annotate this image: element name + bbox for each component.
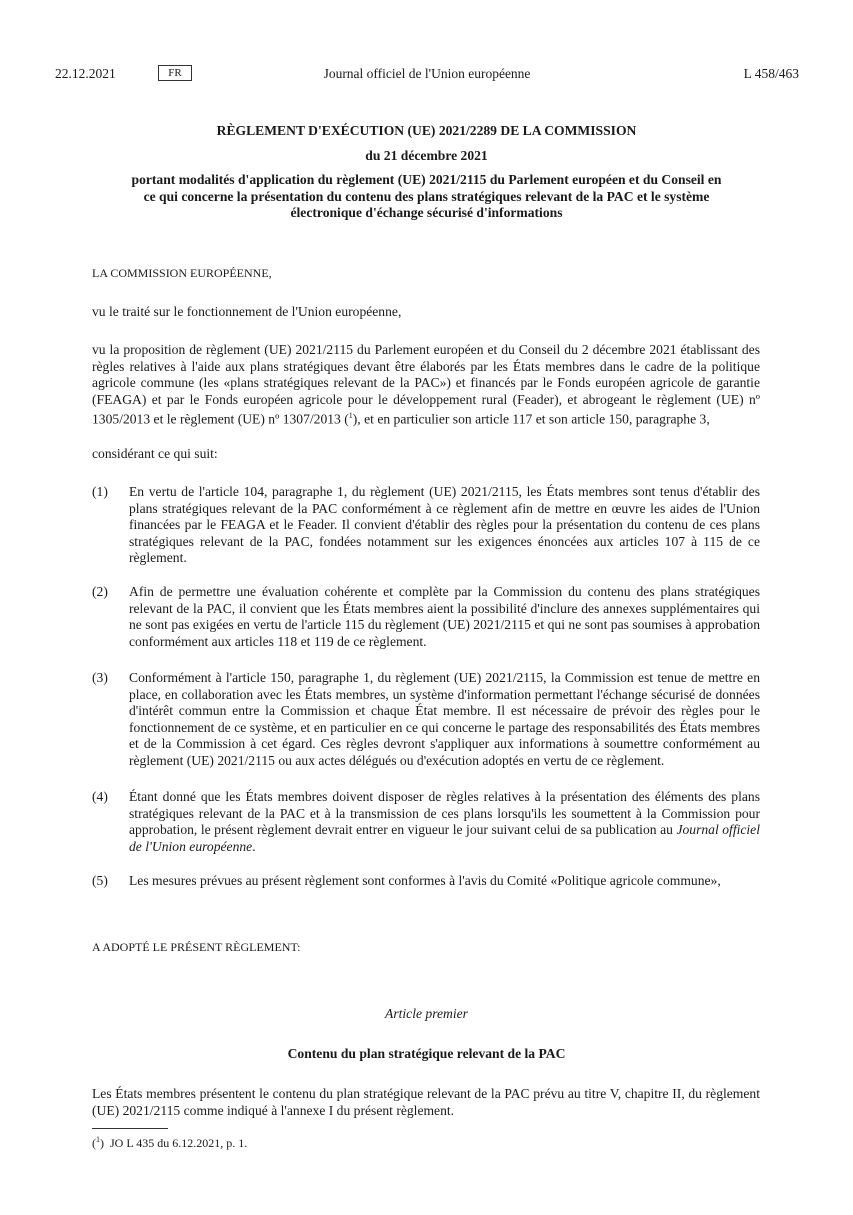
recital-text: Étant donné que les États membres doivent disposer de règles relatives à la présentation des éléments des plans stratégiques relevant de la PAC et à la transmission de ces plans lorsqu'ils les soumettent à la Commission pour approbation, le présent règlement devrait entrer en vigueur le jour suivant celui de sa publication au Journal officiel de l'Union européenne.: [129, 789, 760, 854]
recital-number: (3): [92, 670, 108, 685]
recital-text: En vertu de l'article 104, paragraphe 1, du règlement (UE) 2021/2115, les États membres sont tenus d'établir des plans stratégiques relevant de la PAC conformément à ce règlement afin de mettre en œuvre les aides de l'Union financées par le FEAGA et le Feader. Il convient d'établir des règles pour la présentation du contenu de ces plans stratégiques relevant de la PAC, fondées notamment sur les exigences énoncées aux articles 107 à 115 de ce règlement.: [129, 484, 760, 565]
regulation-date: du 21 décembre 2021: [365, 148, 488, 163]
recital-text: Les mesures prévues au présent règlement sont conformes à l'avis du Comité «Politique agricole commune»,: [129, 873, 721, 888]
recital-number: (5): [92, 873, 108, 888]
commission-line: LA COMMISSION EUROPÉENNE,: [92, 266, 272, 280]
recital-text: Afin de permettre une évaluation cohérente et complète par la Commission du contenu des plans stratégiques relevant de la PAC, il convient que les États membres aient la possibilité d'inclure des annexes supplémentaires qui ne sont pas exigées en vertu de l'article 115 du règlement (UE) 2021/2115 et qui ne sont pas soumises à approbation conformément aux articles 118 et 119 de ce règlement.: [129, 584, 760, 649]
vu-traite: vu le traité sur le fonctionnement de l'Union européenne,: [92, 304, 402, 319]
adopte-line: A ADOPTÉ LE PRÉSENT RÈGLEMENT:: [92, 940, 301, 954]
header-date: 22.12.2021: [55, 66, 116, 81]
language-badge: FR: [158, 65, 192, 81]
regulation-subtitle: portant modalités d'application du règlement (UE) 2021/2115 du Parlement européen et du Conseil en ce qui concerne la présentation du contenu des plans stratégiques relevant de la PAC et le système électronique d'échange sécurisé d'informations: [131, 172, 722, 221]
article-label: Article premier: [385, 1006, 468, 1021]
journal-title: Journal officiel de l'Union européenne: [323, 66, 531, 81]
considerant-line: considérant ce qui suit:: [92, 446, 218, 461]
footnote-ref: 1: [348, 411, 353, 420]
recital-number: (4): [92, 789, 108, 804]
footnote-separator: [92, 1128, 168, 1129]
regulation-title: RÈGLEMENT D'EXÉCUTION (UE) 2021/2289 DE LA COMMISSION: [216, 123, 637, 138]
page-reference: L 458/463: [743, 66, 799, 81]
article-text: Les États membres présentent le contenu du plan stratégique relevant de la PAC prévu au titre V, chapitre II, du règlement (UE) 2021/2115 comme indiqué à l'annexe I du présent règlement.: [92, 1086, 760, 1118]
recital-number: (2): [92, 584, 108, 599]
footnote: ($^1$) JO L 435 du 6.12.2021, p. 1.: [92, 1135, 248, 1150]
recital-text: Conformément à l'article 150, paragraphe 1, du règlement (UE) 2021/2115, la Commission est tenue de mettre en place, en collaboration avec les États membres, un système d'information permettant l'échange sécurisé de données d'intérêt commun entre la Commission et chaque État membre. Il est nécessaire de prévoir des règles pour le fonctionnement de ce système, et en particulier en ce qui concerne le partage des responsabilités des États membres et de la Commission à cet égard. Ces règles devront s'appliquer aux informations à soumettre conformément au règlement (UE) 2021/2115 ou aux actes délégués ou d'exécution adoptés en vertu de ce règlement.: [129, 670, 760, 768]
journal-italic: Journal officiel de l'Union européenne: [129, 822, 760, 854]
article-title: Contenu du plan stratégique relevant de la PAC: [287, 1046, 566, 1061]
vu-proposition: vu la proposition de règlement (UE) 2021/2115 du Parlement européen et du Conseil du 2 décembre 2021 établissant des règles relatives à l'aide aux plans stratégiques devant être élaborés par les États membres dans le cadre de la politique agricole commune (les «plans stratégiques relevant de la PAC») et financés par le Fonds européen agricole de garantie (FEAGA) et par le Fonds européen agricole pour le développement rural (Feader), et abrogeant le règlement (UE) nº 1305/2013 et le règlement (UE) nº 1307/2013 ($^1$), et en particulier son article 117 et son article 150, paragraphe 3,: [92, 342, 760, 427]
page-header: [55, 66, 799, 84]
recital-number: (1): [92, 484, 108, 499]
